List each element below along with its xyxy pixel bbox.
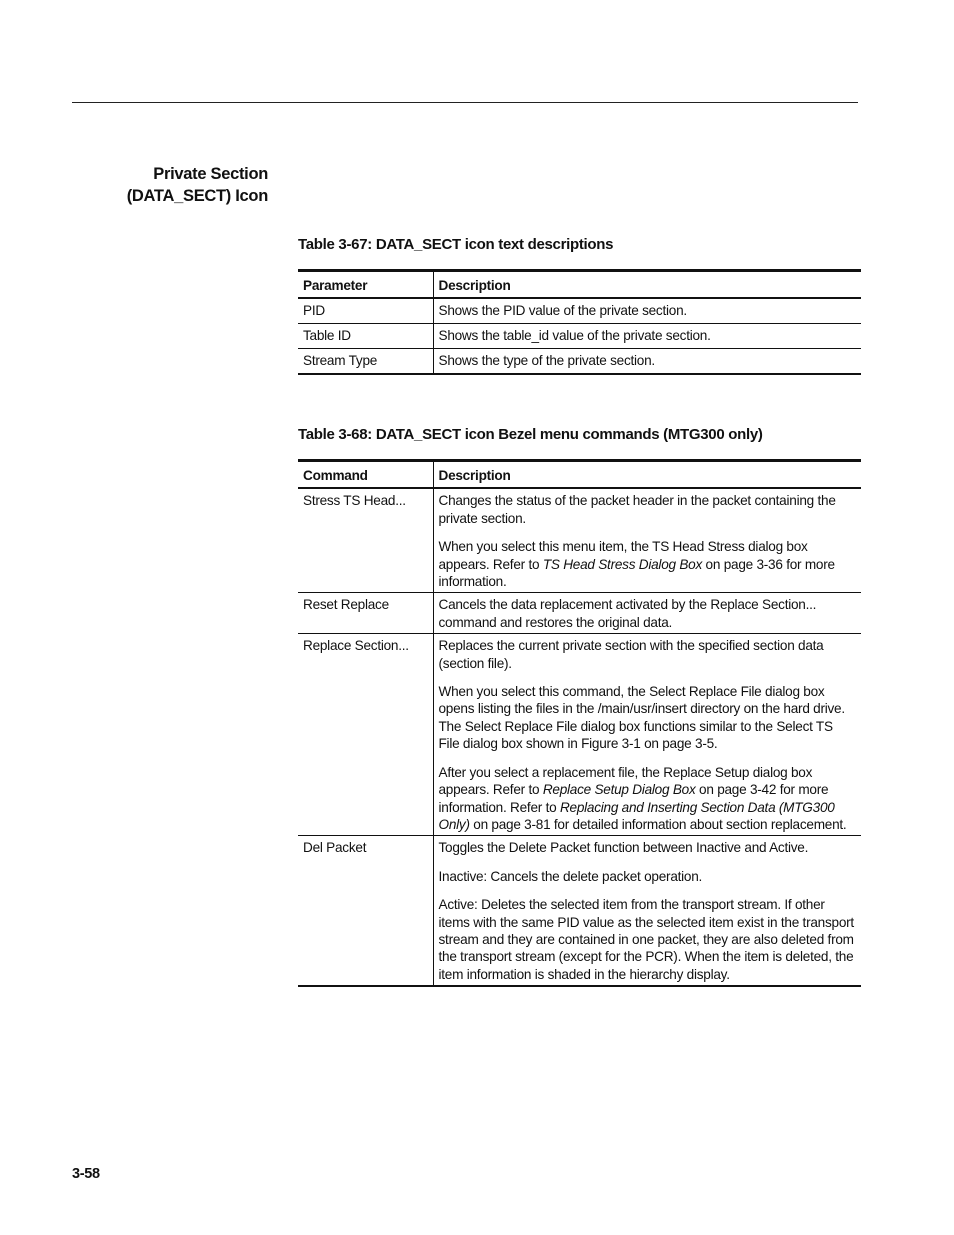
description-cell: Shows the PID value of the private section. (433, 298, 861, 324)
table-header-row (298, 461, 861, 489)
table-row (298, 593, 861, 634)
description-cell (433, 836, 861, 986)
text-run: on page 3-36 for more information. (438, 556, 835, 590)
text-run: on page 3-42 for more information. Refer to (438, 782, 829, 815)
cross-reference: Replace Setup Dialog Box (542, 782, 696, 798)
description-paragraph: When you select this command, the Select Replace File dialog box opens listing the files in the /main/usr/insert directory on the hard drive. The Select Replace File dialog box functions similar to the Select TS File dialog box shown in Figure 3-1 on page 3-5. (438, 684, 845, 752)
section-heading-line2: (DATA_SECT) Icon (126, 187, 268, 205)
table-68-caption: Table 3-68: DATA_SECT icon Bezel menu commands (MTG300 only) (298, 426, 763, 443)
cross-reference: TS Head Stress Dialog Box (542, 556, 703, 572)
data-sect-bezel-commands-table (298, 459, 861, 987)
command-cell: Del Packet (298, 836, 433, 986)
table-row (298, 634, 861, 836)
table-row (298, 349, 861, 375)
top-rule (72, 102, 858, 103)
text-run: on page 3-81 for detailed information about section replacement. (469, 816, 847, 832)
table-row (298, 298, 861, 324)
parameter-cell: Table ID (298, 324, 433, 349)
description-paragraph (439, 764, 857, 834)
description-cell (433, 593, 861, 634)
description-paragraph: Replaces the current private section with the specified section data (section file). (438, 638, 824, 671)
column-header-command: Command (298, 461, 433, 489)
description-paragraph: Active: Deletes the selected item from the transport stream. If other items with the same PID value as the selected item exist in the transport stream and they are contained in one packet, they are also deleted from the transport stream (except for the PCR). When the item is deleted, the item information is shaded in the hierarchy display. (438, 897, 854, 982)
description-cell (433, 634, 861, 836)
column-header-description: Description (433, 271, 861, 299)
description-paragraph: Changes the status of the packet header in the packet containing the private section. (438, 493, 836, 526)
description-paragraph: Inactive: Cancels the delete packet operation. (438, 868, 703, 884)
section-heading (60, 163, 268, 207)
table-row (298, 488, 861, 593)
command-cell: Replace Section... (298, 634, 433, 836)
description-cell: Shows the table_id value of the private section. (433, 324, 861, 349)
data-sect-text-table (298, 269, 861, 375)
cross-reference: Replacing and Inserting Section Data (MTG300 Only) (438, 799, 835, 832)
parameter-cell: Stream Type (298, 349, 433, 375)
description-paragraph (439, 538, 857, 590)
description-paragraph: Toggles the Delete Packet function between Inactive and Active. (438, 840, 809, 856)
section-heading-line1: Private Section (153, 165, 268, 183)
parameter-cell: PID (298, 298, 433, 324)
table-row (298, 836, 861, 986)
column-header-parameter: Parameter (298, 271, 433, 299)
page-number: 3-58 (72, 1166, 100, 1182)
table-row (298, 324, 861, 349)
description-cell: Shows the type of the private section. (433, 349, 861, 375)
text-run: After you select a replacement file, the Replace Setup dialog box appears. Refer to (438, 764, 813, 798)
column-header-description: Description (433, 461, 861, 489)
text-run: When you select this menu item, the TS Head Stress dialog box appears. Refer to (438, 539, 808, 572)
table-header-row (298, 271, 861, 299)
table-67-caption: Table 3-67: DATA_SECT icon text descriptions (298, 236, 614, 253)
command-cell: Stress TS Head... (298, 488, 433, 593)
description-cell (433, 488, 861, 593)
description-paragraph: Cancels the data replacement activated by the Replace Section... command and restores the original data. (438, 597, 817, 630)
command-cell: Reset Replace (298, 593, 433, 634)
